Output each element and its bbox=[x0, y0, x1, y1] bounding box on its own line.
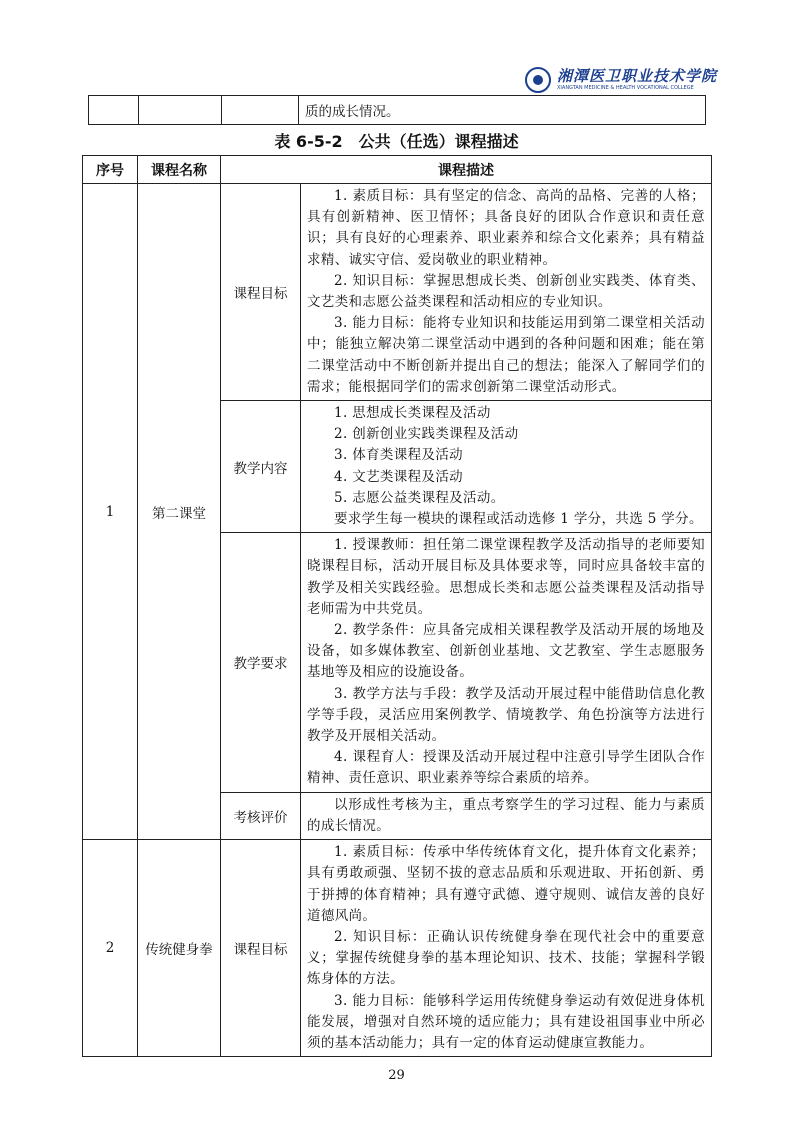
section-description bbox=[301, 533, 712, 792]
description-paragraph: 3. 教学方法与手段：教学及活动开展过程中能借助信息化教学等手段，灵活应用案例教学、情境教学、角色扮演等方法进行教学及开展相关活动。 bbox=[307, 685, 705, 745]
course-number: 1 bbox=[83, 184, 138, 840]
page-number: 29 bbox=[388, 1068, 405, 1083]
section-label: 课程目标 bbox=[221, 840, 301, 1057]
description-paragraph: 2. 创新创业实践类课程及活动 bbox=[334, 426, 519, 443]
description-paragraph: 以形成性考核为主，重点考察学生的学习过程、能力与素质的成长情况。 bbox=[307, 796, 705, 834]
table-caption: 表 6-5-2 公共（任选）课程描述 bbox=[274, 132, 519, 151]
section-label: 教学要求 bbox=[221, 533, 301, 792]
description-paragraph: 1. 素质目标：具有坚定的信念、高尚的品格、完善的人格；具有创新精神、医卫情怀；具备良好的团队合作意识和责任意识；具有良好的心理素养、职业素养和综合文化素养；具有精益求精、诚实守信、爱岗敬业的职业精神。 bbox=[307, 188, 705, 268]
continued-text: 质的成长情况。 bbox=[299, 96, 706, 125]
description-paragraph: 3. 能力目标：能够科学运用传统健身拳运动有效促进身体机能发展，增强对自然环境的适应能力；具有建设祖国事业中所必须的基本活动能力；具有一定的体育运动健康宣教能力。 bbox=[307, 992, 705, 1051]
section-description bbox=[301, 792, 712, 839]
course-number: 2 bbox=[83, 840, 138, 1057]
section-label: 教学内容 bbox=[221, 401, 301, 533]
empty-cell bbox=[89, 96, 139, 125]
header-number: 序号 bbox=[83, 156, 138, 184]
description-paragraph: 1. 授课教师：担任第二课堂课程教学及活动指导的老师要知晓课程目标，活动开展目标及具体要求等，同时应具备较丰富的教学及相关实践经验。思想成长类和志愿公益类课程及活动指导老师需为中共党员。 bbox=[307, 537, 705, 617]
college-logo bbox=[525, 64, 725, 96]
section-description bbox=[301, 401, 712, 533]
description-paragraph: 2. 知识目标：掌握思想成长类、创新创业实践类、体育类、文艺类和志愿公益类课程和活动相应的专业知识。 bbox=[307, 272, 705, 311]
header-course-description: 课程描述 bbox=[221, 156, 712, 184]
description-paragraph: 1. 素质目标：传承中华传统体育文化，提升体育文化素养；具有勇敢顽强、坚韧不拔的意志品质和乐观进取、开拓创新、勇于拼搏的体育精神；具有遵守武德、遵守规则、诚信友善的良好道德风尚。 bbox=[307, 844, 705, 924]
course-description-table bbox=[82, 155, 712, 1057]
section-label: 课程目标 bbox=[221, 184, 301, 401]
description-paragraph: 要求学生每一模块的课程或活动选修 1 学分，共选 5 学分。 bbox=[334, 511, 703, 528]
description-paragraph: 4. 文艺类课程及活动 bbox=[334, 468, 464, 485]
table-row bbox=[83, 840, 712, 1057]
section-label: 考核评价 bbox=[221, 792, 301, 839]
description-paragraph: 1. 思想成长类课程及活动 bbox=[334, 405, 491, 422]
description-paragraph: 3. 体育类课程及活动 bbox=[334, 447, 464, 464]
logo-english-name: XIANGTAN MEDICINE & HEALTH VOCATIONAL COLLEGE bbox=[557, 85, 694, 91]
previous-table-continuation bbox=[88, 95, 706, 125]
table-row bbox=[83, 184, 712, 401]
description-paragraph: 2. 教学条件：应具备完成相关课程教学及活动开展的场地及设备，如多媒体教室、创新创业基地、文艺教室、学生志愿服务基地等及相应的设施设备。 bbox=[307, 622, 705, 681]
section-description bbox=[301, 840, 712, 1057]
description-paragraph: 2. 知识目标：正确认识传统健身拳在现代社会中的重要意义；掌握传统健身拳的基本理论知识、技术、技能；掌握科学锻炼身体的方法。 bbox=[307, 928, 705, 988]
course-name: 第二课堂 bbox=[138, 184, 221, 840]
table-header-row bbox=[83, 156, 712, 184]
header-course-name: 课程名称 bbox=[138, 156, 221, 184]
description-paragraph: 3. 能力目标：能将专业知识和技能运用到第二课堂相关活动中；能独立解决第二课堂活动中遇到的各种问题和困难；能在第二课堂活动中不断创新并提出自己的想法；能深入了解同学们的需求；能根据同学们的需求创新第二课堂活动形式。 bbox=[307, 315, 705, 395]
description-paragraph: 5. 志愿公益类课程及活动。 bbox=[334, 489, 505, 506]
college-seal-icon bbox=[525, 67, 551, 93]
empty-cell bbox=[139, 96, 222, 125]
section-description bbox=[301, 184, 712, 401]
logo-chinese-name: 湘潭医卫职业技术学院 bbox=[557, 67, 718, 85]
course-name: 传统健身拳 bbox=[138, 840, 221, 1057]
description-paragraph: 4. 课程育人：授课及活动开展过程中注意引导学生团队合作精神、责任意识、职业素养等综合素质的培养。 bbox=[307, 749, 705, 787]
empty-cell bbox=[222, 96, 299, 125]
